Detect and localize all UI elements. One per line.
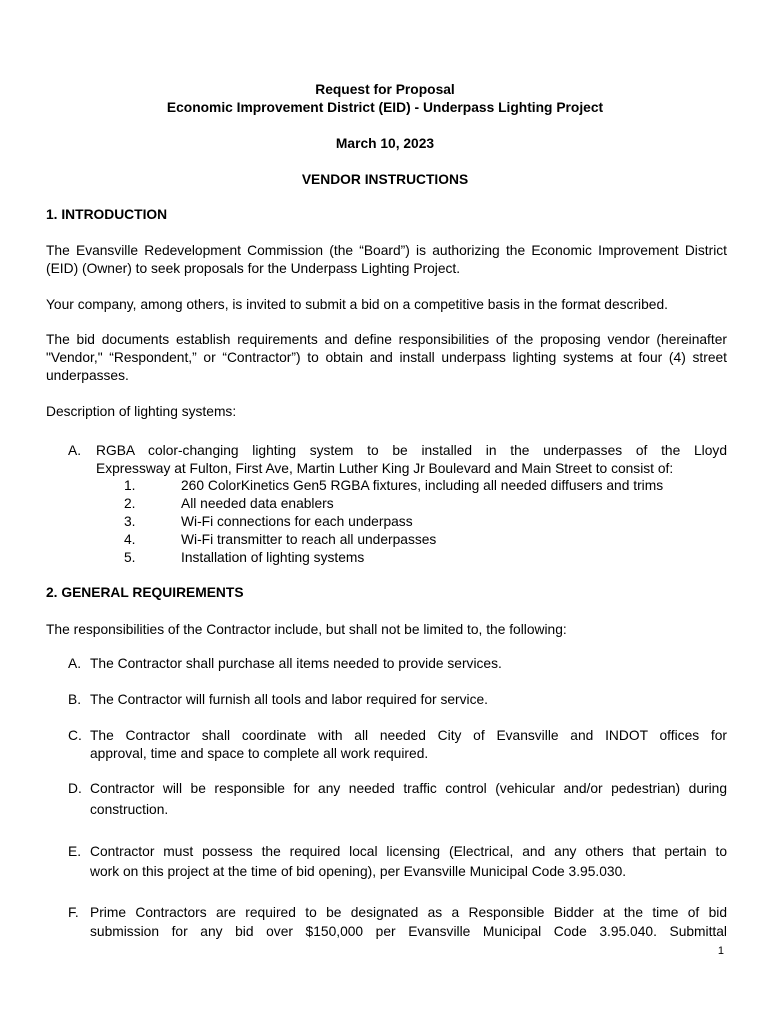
introduction-heading: 1. INTRODUCTION <box>46 207 168 222</box>
rfp-title: Request for Proposal <box>315 82 455 97</box>
subitem-text: 260 ColorKinetics Gen5 RGBA fixtures, including all needed diffusers and trims <box>181 478 664 493</box>
intro-paragraph-1: The Evansville Redevelopment Commission (the “Board”) is authorizing the Economic Improvement District (EID) (Owner) to seek proposals for the Underpass Lighting Project. <box>46 243 727 276</box>
item-marker: F. <box>68 905 79 920</box>
section-title: VENDOR INSTRUCTIONS <box>301 172 469 187</box>
intro-paragraph-3: The bid documents establish requirements and define responsibilities of the proposing vendor (hereinafter "Vendor," “Respondent,” or “Contractor”) to obtain and install underpass lighting systems at four (4) street underpasses. <box>46 332 727 383</box>
item-text: The Contractor shall coordinate with all needed City of Evansville and INDOT offices for <box>90 728 727 743</box>
item-text: Contractor must possess the required local licensing (Electrical, and any others that pertain to <box>90 844 727 859</box>
general-requirements-heading: 2. GENERAL REQUIREMENTS <box>46 585 244 600</box>
item-marker: A. <box>68 656 82 671</box>
general-requirements-intro: The responsibilities of the Contractor include, but shall not be limited to, the following: <box>46 622 567 637</box>
item-marker: B. <box>68 692 82 707</box>
document-date: March 10, 2023 <box>335 136 435 151</box>
subitem-number: 3. <box>124 514 136 529</box>
item-marker: D. <box>68 781 82 796</box>
item-a-line-2: Expressway at Fulton, First Ave, Martin Luther King Jr Boulevard and Main Street to consist of: <box>96 461 674 476</box>
item-marker: C. <box>68 728 82 743</box>
page-number: 1 <box>717 945 724 957</box>
item-text: The Contractor shall purchase all items needed to provide services. <box>90 656 502 671</box>
subitem-text: Wi-Fi connections for each underpass <box>181 514 413 529</box>
subitem-number: 1. <box>124 478 136 493</box>
subitem-text: Wi-Fi transmitter to reach all underpasses <box>181 532 437 547</box>
item-text-continued: construction. <box>90 802 169 817</box>
item-a-line-1: RGBA color-changing lighting system to be installed in the underpasses of the Lloyd <box>96 443 727 458</box>
item-text: Prime Contractors are required to be designated as a Responsible Bidder at the time of bid <box>90 905 727 920</box>
project-title: Economic Improvement District (EID) - Underpass Lighting Project <box>166 100 604 115</box>
item-text-continued: work on this project at the time of bid opening), per Evansville Municipal Code 3.95.030. <box>90 864 627 879</box>
item-text-continued: submission for any bid over $150,000 per Evansville Municipal Code 3.95.040. Submittal <box>90 924 727 939</box>
item-text: Contractor will be responsible for any needed traffic control (vehicular and/or pedestrian) during <box>90 781 727 796</box>
intro-paragraph-2: Your company, among others, is invited to submit a bid on a competitive basis in the format described. <box>46 297 668 312</box>
subitem-text: All needed data enablers <box>181 496 334 511</box>
item-marker: E. <box>68 844 82 859</box>
item-text: The Contractor will furnish all tools and labor required for service. <box>90 692 488 707</box>
item-text-continued: approval, time and space to complete all work required. <box>90 746 429 761</box>
subitem-number: 5. <box>124 550 136 565</box>
subitem-number: 4. <box>124 532 136 547</box>
intro-paragraph-4: Description of lighting systems: <box>46 404 237 419</box>
item-a-marker: A. <box>68 443 82 458</box>
subitem-number: 2. <box>124 496 136 511</box>
subitem-text: Installation of lighting systems <box>181 550 365 565</box>
